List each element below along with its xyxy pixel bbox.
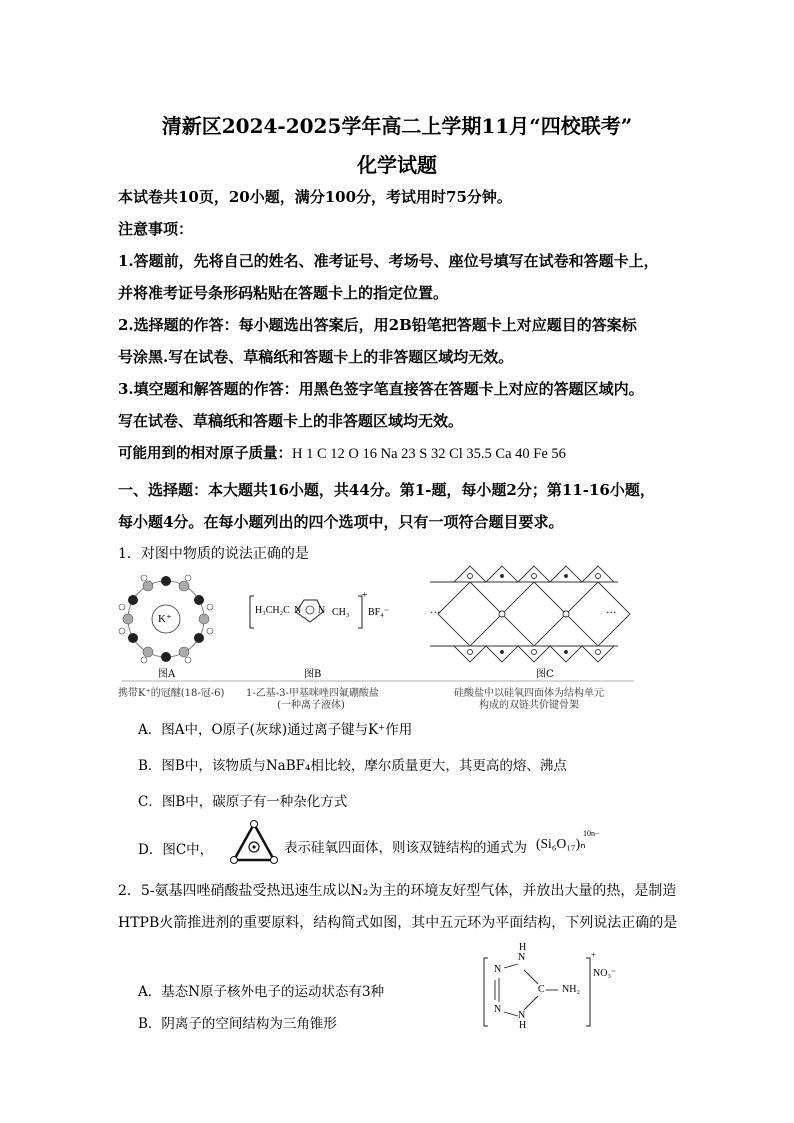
tetrazole-n-top: N xyxy=(518,952,526,963)
note-2b: 号涂黑.写在试卷、草稿纸和答题卡上的非答题区域均无效。 xyxy=(118,348,514,366)
q1-option-d-text: 表示硅氧四面体，则该双链结构的通式为 xyxy=(284,840,527,856)
q2-option-b: B．阴离子的空间结构为三角锥形 xyxy=(138,1016,337,1032)
figA-label: 图A xyxy=(158,669,176,680)
silicate-double-chain xyxy=(430,566,630,662)
figC-dots-left: ··· xyxy=(430,606,441,619)
tetrazole-charge: + xyxy=(591,950,597,960)
figB-right-group: CH₃ xyxy=(332,607,350,618)
tetrazole-n-bottom: N xyxy=(518,1010,526,1021)
note-2a: 2.选择题的作答：每小题选出答案后，用2B铅笔把答题卡上对应题目的答案标 xyxy=(118,316,637,334)
figB-left-group: H₃CH₂C xyxy=(255,605,290,616)
figC-caption-2: 构成的双链共价键骨架 xyxy=(479,700,579,711)
figB-n2: N xyxy=(318,605,326,616)
atomic-mass-line xyxy=(118,442,566,463)
section-1-line-b: 每小题4分。在每小题列出的四个选项中，只有一项符合题目要求。 xyxy=(118,513,564,531)
exam-subtitle: 化学试题 xyxy=(357,153,437,177)
tetrazole-n-left1: N xyxy=(494,964,502,975)
q1-option-d-formula: (Si₆O₁₇)ₙ xyxy=(536,836,586,851)
note-1b: 并将准考证号条形码粘贴在答题卡上的指定位置。 xyxy=(118,284,449,302)
q1-figure xyxy=(118,562,638,712)
q1-option-d-prefix: D．图C中， xyxy=(138,842,214,858)
figC-dots-right: ··· xyxy=(606,606,617,619)
q1-option-b: B．图B中，该物质与NaBF₄相比较，摩尔质量更大，其更高的熔、沸点 xyxy=(138,758,567,774)
q2-stem-a: 2．5-氨基四唑硝酸盐受热迅速生成以N₂为主的环境友好型气体，并放出大量的热，是制造 xyxy=(118,883,677,899)
q1-option-d-charge: 10n− xyxy=(583,829,600,838)
figC-label: 图C xyxy=(536,669,554,680)
figB-n1: N xyxy=(294,605,302,616)
q2-option-a: A．基态N原子核外电子的运动状态有3种 xyxy=(138,984,385,1000)
figB-caption-1: 1-乙基-3-甲基咪唑四氟硼酸盐 xyxy=(246,688,379,699)
tetrazole-h-top: H xyxy=(519,942,527,953)
figA-caption: 携带K⁺的冠醚(18-冠-6) xyxy=(118,688,225,699)
figA-ion: K⁺ xyxy=(158,613,172,625)
q1-stem: 1．对图中物质的说法正确的是 xyxy=(118,546,309,562)
tetrazole-structure xyxy=(482,944,632,1034)
figC-caption-1: 硅酸盐中以硅氧四面体为结构单元 xyxy=(454,688,604,699)
nitrate-anion: NO₃⁻ xyxy=(593,968,617,979)
intro-line: 本试卷共10页，20小题，满分100分，考试用时75分钟。 xyxy=(118,188,512,206)
note-3a: 3.填空题和解答题的作答：用黑色签字笔直接答在答题卡上对应的答题区域内。 xyxy=(118,380,644,398)
silicon-tetrahedron-icon xyxy=(228,818,280,870)
figB-label: 图B xyxy=(304,669,322,680)
tetrazole-h-bottom: H xyxy=(519,1020,527,1031)
figB-cation-charge: + xyxy=(362,590,368,601)
section-1-line-a: 一、选择题：本大题共16小题，共44分。第1-题，每小题2分；第11-16小题， xyxy=(118,481,655,499)
tetrazole-n-left2: N xyxy=(494,1004,502,1015)
tetrazole-nh2: NH₂ xyxy=(562,984,580,995)
atomic-mass-label: 可能用到的相对原子质量： xyxy=(118,445,292,462)
q1-option-a: A．图A中，O原子(灰球)通过离子键与K⁺作用 xyxy=(138,722,413,738)
note-1a: 1.答题前，先将自己的姓名、准考证号、考场号、座位号填写在试卷和答题卡上， xyxy=(118,252,659,270)
notice-title: 注意事项： xyxy=(118,220,194,238)
figB-caption-2: (一种离子液体) xyxy=(277,700,345,711)
atomic-mass-values: H 1 C 12 O 16 Na 23 S 32 Cl 35.5 Ca 40 Fe 56 xyxy=(292,446,566,462)
tetrazole-c: C xyxy=(538,984,545,995)
q2-stem-b: HTPB火箭推进剂的重要原料，结构简式如图，其中五元环为平面结构，下列说法正确的是 xyxy=(118,915,678,931)
exam-title: 清新区2024-2025学年高二上学期11月“四校联考” xyxy=(161,114,633,138)
note-3b: 写在试卷、草稿纸和答题卡上的非答题区域均无效。 xyxy=(118,412,464,430)
q1-option-c: C．图B中，碳原子有一种杂化方式 xyxy=(138,794,348,810)
figB-anion: BF₄⁻ xyxy=(368,607,389,618)
